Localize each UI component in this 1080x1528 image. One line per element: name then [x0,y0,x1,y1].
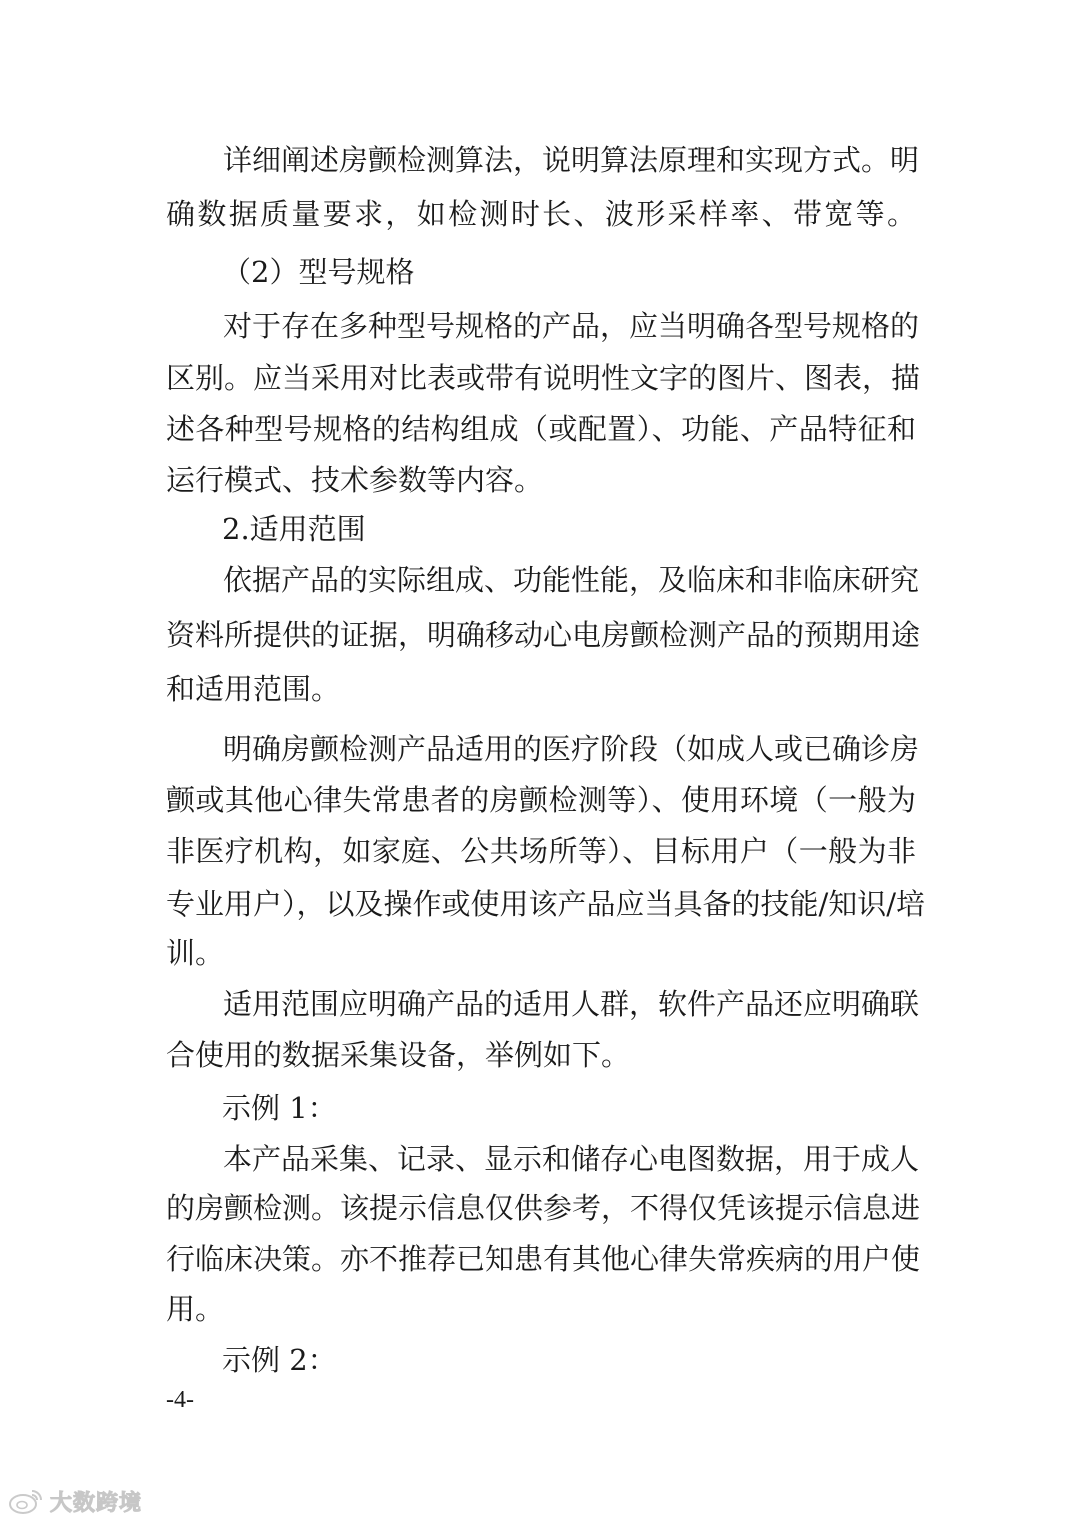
paragraph-line: 运行模式、技术参数等内容。 [166,463,544,497]
paragraph-line: 的房颤检测。该提示信息仅供参考，不得仅凭该提示信息进 [166,1191,921,1225]
paragraph-line: 适用范围应明确产品的适用人群，软件产品还应明确联 [223,987,920,1021]
paragraph-line: 合使用的数据采集设备，举例如下。 [166,1038,631,1072]
paragraph-line: 区别。应当采用对比表或带有说明性文字的图片、图表，描 [166,361,921,395]
section-heading: （2）型号规格 [222,255,415,289]
watermark-text: 大数跨境 [50,1490,143,1516]
paragraph-line: 对于存在多种型号规格的产品，应当明确各型号规格的 [223,309,920,343]
paragraph-line: 明确房颤检测产品适用的医疗阶段（如成人或已确诊房 [223,732,920,766]
paragraph-line: 用。 [166,1292,225,1326]
paragraph-line: 颤或其他心律失常患者的房颤检测等）、使用环境（一般为 [166,783,916,817]
paragraph-line: 述各种型号规格的结构组成（或配置）、功能、产品特征和 [166,412,916,446]
paragraph-line: 依据产品的实际组成、功能性能，及临床和非临床研究 [223,563,920,597]
example-label: 示例 2： [222,1343,337,1377]
section-heading: 2.适用范围 [222,512,366,546]
paragraph-line: 确数据质量要求，如检测时长、波形采样率、带宽等。 [166,197,916,231]
paragraph-line: 非医疗机构，如家庭、公共场所等）、目标用户（一般为非 [166,834,916,868]
weibo-logo-icon [8,1487,44,1515]
paragraph-line: 本产品采集、记录、显示和储存心电图数据，用于成人 [223,1142,920,1176]
paragraph-line: 专业用户），以及操作或使用该产品应当具备的技能/知识/培 [166,887,926,921]
page-number: -4- [166,1387,194,1413]
paragraph-line: 详细阐述房颤检测算法，说明算法原理和实现方式。明 [223,143,920,177]
paragraph-line: 行临床决策。亦不推荐已知患有其他心律失常疾病的用户使 [166,1242,921,1276]
paragraph-line: 资料所提供的证据，明确移动心电房颤检测产品的预期用途 [166,618,921,652]
example-label: 示例 1： [222,1091,337,1125]
paragraph-line: 和适用范围。 [166,672,341,706]
paragraph-line: 训。 [166,936,225,970]
watermark [8,1486,142,1516]
